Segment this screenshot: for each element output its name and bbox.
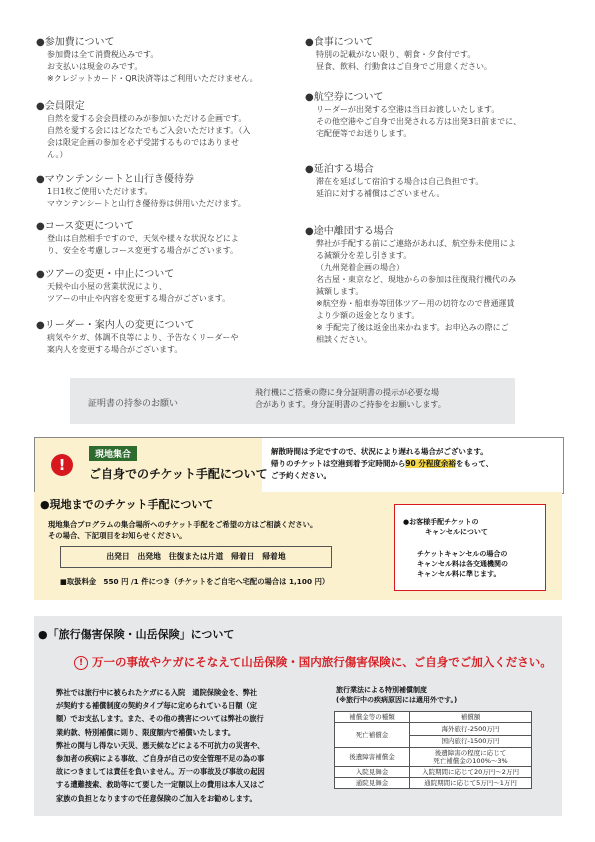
section-line: 登山は自然相手ですので、天気や様々な状況などによ [47, 234, 239, 243]
cancel-line: キャンセル料は各交通機関の [417, 560, 508, 568]
ticket-section-line: 現地集合プログラムの集合場所へのチケット手配をご希望の方はご相談ください。 [48, 520, 318, 529]
certificate-text [255, 387, 510, 411]
ticket-line-part: 帰りのチケットは空港到着予定時間から [271, 459, 406, 468]
ticket-line: ご予約ください。 [271, 471, 331, 480]
left-section-2 [36, 100, 276, 161]
ticket-line [271, 458, 561, 470]
table-cell-type: 後遺障害補償金 [335, 748, 410, 767]
table-header-row [335, 712, 532, 723]
insurance-heading: ●「旅行傷害保険・山岳保険」について [38, 628, 235, 641]
section-line: る減額分を差し引きます。 [316, 251, 412, 260]
insurance-line: が契約する補償制度の契約タイプ毎に定められている日額（定 [56, 701, 257, 711]
section-line: ※ 手配完了後は返金出来かねます。お申込みの際にご [316, 323, 509, 332]
section-heading: ●食事について [305, 37, 374, 48]
insurance-line: 弊社の関与し得ない天災、悪天候などによる不可抗力の災害や、 [56, 740, 265, 750]
section-heading: ●参加費について [36, 37, 115, 48]
insurance-table [334, 711, 532, 789]
section-heading: ●コース変更について [36, 221, 135, 232]
section-heading: ●延泊する場合 [305, 164, 374, 175]
section-heading: ●リーダー・案内人の変更について [36, 320, 195, 331]
section-line: 減額します。 [316, 287, 364, 296]
section-line: ※クレジットカード・QR決済等はご利用いただけません。 [47, 74, 258, 83]
section-line: 滞在を延ばして宿泊する場合は自己負担です。 [316, 177, 484, 186]
section-line: 案内人を変更する場合がございます。 [47, 345, 183, 354]
section-line: り、安全を考慮しコース変更する場合がございます。 [47, 246, 238, 255]
left-section-1 [36, 36, 276, 85]
table-cell-amount: 国内旅行-1500万円 [410, 735, 532, 748]
table-amount-line: 後遺障害の程度に応じて [434, 749, 507, 757]
section-line: ※航空券・船車券等団体ツアー用の切符なので普通運賃 [316, 299, 515, 308]
section-line: ん。） [47, 150, 68, 159]
section-line: （九州発着企画の場合） [316, 263, 404, 272]
section-line: 宅配便等でお送りします。 [316, 129, 412, 138]
left-section-5 [36, 268, 276, 305]
table-cell-type: 死亡補償金 [335, 723, 410, 748]
section-heading: ●ツアーの変更・中止について [36, 269, 175, 280]
cancel-title [403, 517, 488, 537]
cancel-line: キャンセル料に準じます。 [417, 570, 501, 578]
ticket-highlight: 90 分程度余裕 [405, 459, 456, 468]
fee-text: ■取扱料金 550 円 /1 件につき（チケットをご自宅へ宅配の場合は 1,100 円） [60, 577, 330, 586]
section-line: その他空港やご自身で出発される方は出発3日前までに、 [316, 117, 522, 126]
section-heading: ●途中離団する場合 [305, 226, 394, 237]
table-header-cell: 補償額 [410, 712, 532, 723]
table-title-line: 旅行業法による特別補償制度 [336, 686, 427, 694]
section-line: 特別の記載がない限り、朝食・夕食付です。 [316, 50, 476, 59]
section-line: 参加費は全て消費税込みです。 [47, 50, 159, 59]
ticket-banner-text [271, 446, 561, 482]
insurance-body [56, 686, 308, 805]
insurance-panel [34, 616, 562, 816]
cancel-title-line: ●お客様手配チケットの [403, 518, 479, 526]
insurance-line: する遭難捜索、救助等にて要した一定額以上の費用は本人又はご [56, 780, 265, 790]
section-heading: ●マウンテンシートと山行き優待券 [36, 174, 194, 185]
cancel-box [394, 504, 546, 591]
insurance-line: 故につきましては責任を負いません。万一の事故及び事故の起因 [56, 767, 265, 777]
cancel-title-line: キャンセルについて [425, 528, 488, 536]
table-cell-type: 入院見舞金 [335, 767, 410, 778]
right-section-1 [305, 36, 565, 73]
section-heading: ●航空券について [305, 92, 384, 103]
section-line: 相談ください。 [316, 335, 372, 344]
section-line: 昼食、飲料、行動食はご自身でご用意ください。 [316, 62, 492, 71]
alert-icon: ! [51, 454, 73, 476]
insurance-line: 業約款、特別補償に則り、限度額内で補償いたします。 [56, 727, 236, 737]
insurance-alert-text: 万一の事故やケガにそなえて山岳保険・国内旅行傷害保険に、ご自身でご加入ください。 [92, 655, 552, 669]
table-cell-amount [410, 748, 532, 767]
ticket-line: 解散時間は予定ですので、状況により遅れる場合がございます。 [271, 447, 488, 456]
right-section-4 [305, 225, 565, 346]
left-section-4 [36, 220, 276, 257]
right-section-2 [305, 91, 565, 140]
section-line: マウンテンシートと山行き優待券は併用いただけます。 [47, 199, 246, 208]
table-title-line: (※旅行中の疾病原因には適用外です。) [336, 695, 458, 704]
table-row [335, 723, 532, 736]
section-line: お支払いは現金のみです。 [47, 62, 143, 71]
table-cell-amount: 海外旅行-2500万円 [410, 723, 532, 736]
table-cell-amount: 通院期間に応じて5万円～1万円 [410, 778, 532, 789]
insurance-line: 額）でお支払します。また、その他の携害については弊社の旅行 [56, 714, 264, 724]
table-amount-line: 死亡補償金の100%～3% [433, 757, 508, 765]
section-heading: ●会員限定 [36, 101, 85, 112]
section-line: 病気やケガ、体調不良等により、予告なくリーダーや [47, 333, 239, 342]
ticket-tag: 現地集合 [89, 446, 137, 461]
ticket-section-heading: ●現地までのチケット手配について [40, 498, 214, 511]
section-line: 延泊に対する補償はございません。 [316, 189, 445, 198]
insurance-line: 参加者の疾病による事故、ご自身が自己の安全管理不足の為の事 [56, 754, 265, 764]
section-line: より少額の返金となります。 [316, 311, 420, 320]
ticket-section-line: その場合、下記項目をお知らせください。 [48, 531, 187, 540]
section-line: 会は限定企画の参加を必ず受諾するものではありませ [47, 138, 239, 147]
section-line: ツアーの中止や内容を変更する場合がございます。 [47, 294, 231, 303]
left-section-6 [36, 319, 276, 356]
ticket-line-part: をもって、 [455, 459, 494, 468]
section-line: リーダーが出発する空港は当日お渡しいたします。 [316, 105, 500, 114]
ticket-banner-title: ご自身でのチケット手配について [89, 467, 268, 481]
section-line: 名古屋・東京など、現地からの参加は往復飛行機代のみ [316, 275, 516, 284]
insurance-table-title [336, 686, 457, 705]
ticket-section-text [48, 519, 388, 541]
ticket-banner [34, 437, 564, 494]
ticket-section-panel [34, 492, 562, 600]
section-line: 1日1枚ご使用いただけます。 [47, 187, 153, 196]
section-line: 天候や山小屋の営業状況により、 [47, 282, 167, 291]
fields-box: 出発日 出発地 往復または片道 帰着日 帰着地 [60, 546, 332, 568]
cancel-line: チケットキャンセルの場合の [417, 550, 508, 558]
left-section-3 [36, 173, 276, 210]
table-cell-amount: 入院期間に応じて20万円～2万円 [410, 767, 532, 778]
alert-circle-icon: ! [74, 656, 88, 670]
table-header-cell: 補償金等の種類 [335, 712, 410, 723]
insurance-line: 弊社では旅行中に被られたケガにる入院 通院保険金を、弊社 [56, 688, 258, 697]
right-section-3 [305, 163, 565, 200]
insurance-line: 家族の負担となりますので任意保険のご加入をお勧めします。 [56, 793, 257, 803]
table-cell-type: 通院見舞金 [335, 778, 410, 789]
section-line: 弊社が手配する前にご連絡があれば、航空券未使用によ [316, 239, 516, 248]
table-row [335, 748, 532, 767]
insurance-alert [74, 654, 564, 670]
certificate-line: 合があります。身分証明書のご持参をお願いします。 [255, 400, 446, 409]
certificate-box [70, 378, 515, 424]
table-row [335, 767, 532, 778]
cancel-body [417, 549, 508, 579]
table-row [335, 778, 532, 789]
section-line: 自然を愛する会会員様のみが参加いただける企画です。 [47, 114, 247, 123]
section-line: 自然を愛する会にはどなたでもご入会いただけます。（入 [47, 126, 251, 135]
certificate-line: 飛行機にご搭乗の際に身分証明書の提示が必要な場 [255, 388, 439, 397]
certificate-label: 証明書の持参のお願い [88, 399, 179, 409]
